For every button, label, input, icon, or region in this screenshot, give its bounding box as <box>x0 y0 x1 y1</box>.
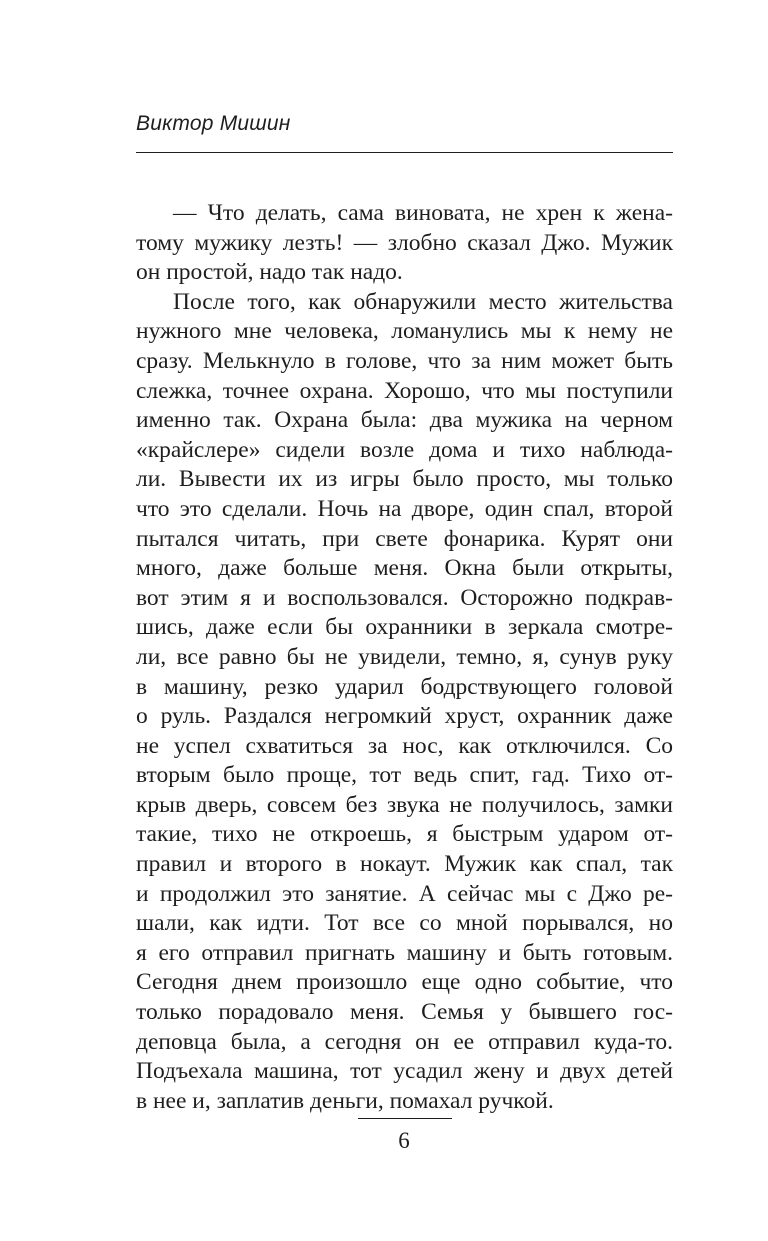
text-line: тому мужику лезть! — злобно сказал Джо. Мужик <box>136 229 673 256</box>
text-line: о руль. Раздался негромкий хруст, охранник даже <box>136 703 673 730</box>
text-line: вот этим я и воспользовался. Осторожно подкрав- <box>136 584 673 611</box>
text-line: ли. Вывести их из игры было просто, мы только <box>136 466 673 493</box>
text-line: Сегодня днем произошло еще одно событие, что <box>136 969 673 996</box>
text-line: я его отправил пригнать машину и быть готовым. <box>136 939 673 966</box>
footer-rule <box>358 1118 452 1119</box>
text-line: и продолжил это занятие. А сейчас мы с Джо ре- <box>136 880 673 907</box>
text-line: «крайслере» сидели возле дома и тихо наблюда- <box>136 436 673 463</box>
text-line: Подъехала машина, тот усадил жену и двух детей <box>136 1058 673 1085</box>
text-line: деповца была, а сегодня он ее отправил куда-то. <box>136 1028 673 1055</box>
page-number: 6 <box>398 1128 410 1153</box>
header-rule <box>136 152 673 153</box>
text-line: — Что делать, сама виновата, не хрен к жена- <box>173 200 673 226</box>
text-line: именно так. Охрана была: два мужика на черном <box>136 407 673 434</box>
text-line: в машину, резко ударил бодрствующего головой <box>136 673 673 700</box>
text-line: слежка, точнее охрана. Хорошо, что мы поступили <box>136 377 673 404</box>
text-line: много, даже больше меня. Окна были открыты, <box>136 555 673 582</box>
text-line: не успел схватиться за нос, как отключился. Со <box>136 732 673 759</box>
text-line: пытался читать, при свете фонарика. Курят они <box>136 525 673 552</box>
text-line: шись, даже если бы охранники в зеркала смотре- <box>136 614 673 641</box>
text-line: он простой, надо так надо. <box>136 259 403 286</box>
text-line: шали, как идти. Тот все со мной порывался, но <box>136 910 673 937</box>
text-line: нужного мне человека, ломанулись мы к нему не <box>136 318 673 345</box>
running-head: Виктор Мишин <box>136 112 291 135</box>
text-line: что это сделали. Ночь на дворе, один спал, второй <box>136 495 673 522</box>
text-line: После того, как обнаружили место жительства <box>173 288 673 315</box>
text-line: ли, все равно бы не увидели, темно, я, сунув руку <box>136 643 673 670</box>
text-line: в нее и, заплатив деньги, помахал ручкой. <box>136 1087 554 1114</box>
text-line: только порадовало меня. Семья у бывшего гос- <box>136 999 673 1026</box>
text-line: такие, тихо не откроешь, я быстрым ударом от- <box>136 821 673 848</box>
body-text <box>136 199 673 1116</box>
text-line: крыв дверь, совсем без звука не получилось, замки <box>136 791 673 818</box>
text-line: правил и второго в нокаут. Мужик как спал, так <box>136 851 673 878</box>
text-line: вторым было проще, тот ведь спит, гад. Тихо от- <box>136 762 673 789</box>
text-line: сразу. Мелькнуло в голове, что за ним может быть <box>136 347 673 374</box>
